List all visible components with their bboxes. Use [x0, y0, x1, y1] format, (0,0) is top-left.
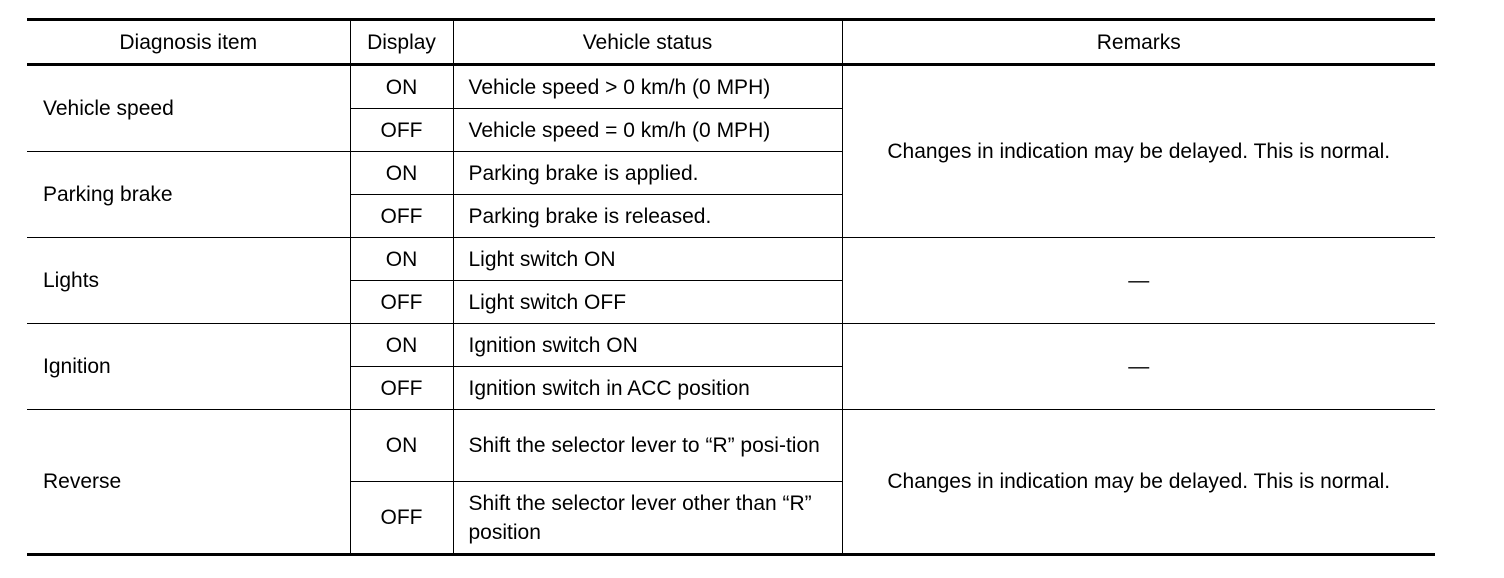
display-cell: ON	[350, 65, 453, 109]
remarks-cell: Changes in indication may be delayed. This is normal.	[842, 410, 1435, 555]
header-diagnosis-item: Diagnosis item	[27, 20, 350, 65]
table-row	[27, 410, 1435, 482]
display-cell: ON	[350, 410, 453, 482]
display-cell: ON	[350, 152, 453, 195]
vehicle-status-cell: Shift the selector lever to “R” posi-tion	[453, 410, 842, 482]
vehicle-status-cell: Ignition switch in ACC position	[453, 367, 842, 410]
vehicle-status-cell: Vehicle speed > 0 km/h (0 MPH)	[453, 65, 842, 109]
table-row	[27, 324, 1435, 367]
display-cell: OFF	[350, 109, 453, 152]
table-row	[27, 238, 1435, 281]
vehicle-status-cell: Shift the selector lever other than “R” position	[453, 482, 842, 555]
diagnosis-item-cell: Lights	[27, 238, 350, 324]
display-cell: OFF	[350, 281, 453, 324]
diagnosis-item-cell: Vehicle speed	[27, 65, 350, 152]
header-remarks: Remarks	[842, 20, 1435, 65]
vehicle-status-cell: Vehicle speed = 0 km/h (0 MPH)	[453, 109, 842, 152]
vehicle-status-cell: Parking brake is released.	[453, 195, 842, 238]
diagnosis-item-cell: Ignition	[27, 324, 350, 410]
diagnosis-table	[27, 18, 1435, 556]
table-row	[27, 65, 1435, 109]
display-cell: ON	[350, 238, 453, 281]
remarks-cell: —	[842, 238, 1435, 324]
display-cell: OFF	[350, 367, 453, 410]
header-display: Display	[350, 20, 453, 65]
diagnosis-item-cell: Parking brake	[27, 152, 350, 238]
display-cell: OFF	[350, 195, 453, 238]
vehicle-status-cell: Parking brake is applied.	[453, 152, 842, 195]
vehicle-status-cell: Light switch OFF	[453, 281, 842, 324]
vehicle-status-cell: Light switch ON	[453, 238, 842, 281]
header-vehicle-status: Vehicle status	[453, 20, 842, 65]
remarks-cell: —	[842, 324, 1435, 410]
table-header-row	[27, 20, 1435, 65]
display-cell: ON	[350, 324, 453, 367]
vehicle-status-cell: Ignition switch ON	[453, 324, 842, 367]
remarks-cell: Changes in indication may be delayed. This is normal.	[842, 65, 1435, 238]
display-cell: OFF	[350, 482, 453, 555]
diagnosis-item-cell: Reverse	[27, 410, 350, 555]
